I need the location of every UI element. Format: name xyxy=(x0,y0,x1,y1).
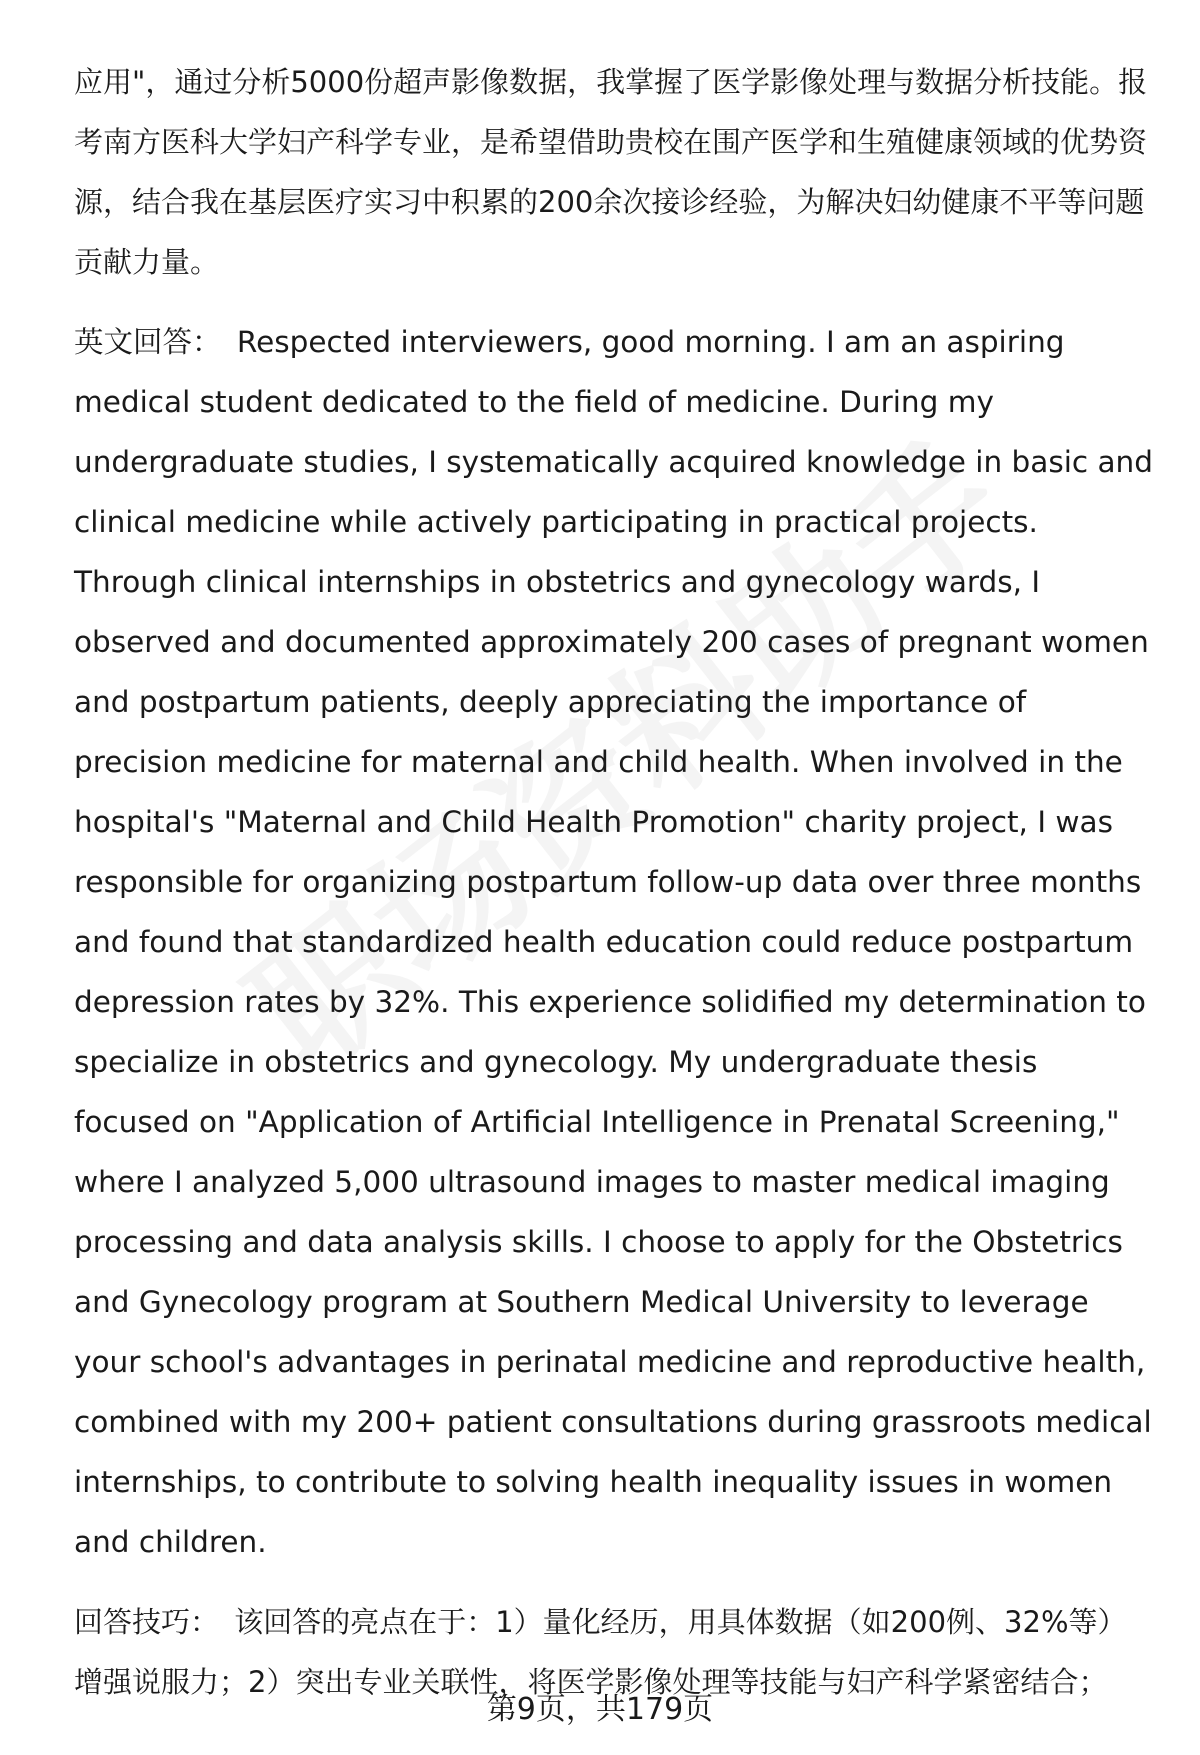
chinese-answer-paragraph: 应用"，通过分析5000份超声影像数据，我掌握了医学影像处理与数据分析技能。报考南方医科大学妇产科学专业，是希望借助贵校在围产医学和生殖健康领域的优势资源，结合我在基层医疗实习中积累的200余次接诊经验，为解决妇幼健康不平等问题贡献力量。 xyxy=(74,65,1148,279)
page-number: 第9页，共179页 xyxy=(486,1692,714,1727)
page-content xyxy=(74,52,1154,1712)
answer-tips-text: 该回答的亮点在于：1）量化经历，用具体数据（如200例、32%等）增强说服力；2）突出专业关联性，将医学影像处理等技能与妇产科学紧密结合； xyxy=(74,1605,1127,1699)
answer-tips-label: 回答技巧： xyxy=(74,1605,220,1639)
english-answer-label: 英文回答： xyxy=(74,325,222,359)
english-answer-paragraph xyxy=(74,312,1154,1572)
english-answer-text: Respected interviewers, good morning. I am an aspiring medical student dedicated to the field of medicine. During my undergraduate studies, I systematically acquired knowledge in basic and clinical medicine while actively participating in practical projects. Through clinical internships in obstetrics and gynecology wards, I observed and documented approximately 200 cases of pregnant women and postpartum patients, deeply appreciating the importance of precision medicine for maternal and child health. When involved in the hospital's "Maternal and Child Health Promotion" charity project, I was responsible for organizing postpartum follow-up data over three months and found that standardized health education could reduce postpartum depression rates by 32%. This experience solidified my determination to specialize in obstetrics and gynecology. My undergraduate thesis focused on "Application of Artificial Intelligence in Prenatal Screening," where I analyzed 5,000 ultrasound images to master medical imaging processing and data analysis skills. I choose to apply for the Obstetrics and Gynecology program at Southern Medical University to leverage your school's advantages in perinatal medicine and reproductive health, combined with my 200+ patient consultations during grassroots medical internships, to contribute to solving health inequality issues in women and children. xyxy=(74,325,1153,1559)
